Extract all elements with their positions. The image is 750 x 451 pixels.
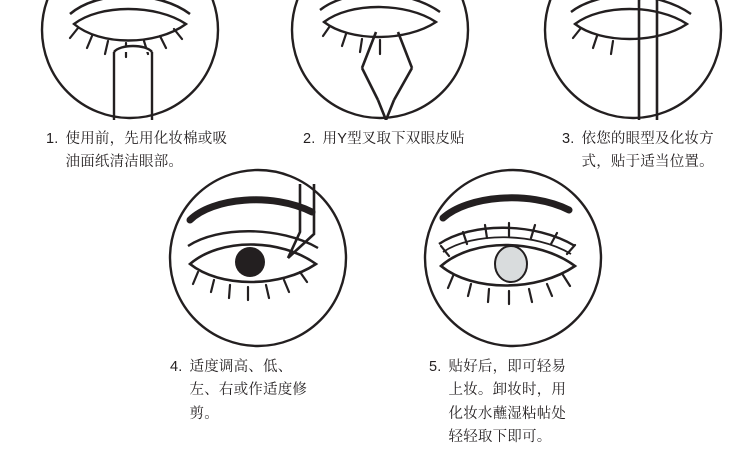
y-fork-picking-strip-icon [290, 0, 470, 120]
step-2-number: 2. [303, 131, 316, 147]
step-5-number: 5. [429, 359, 442, 375]
step-4-caption [170, 356, 308, 426]
step-4 [150, 168, 365, 426]
step-3 [530, 0, 735, 175]
step-4-text: 适度调高、低、左、右或作适度修剪。 [189, 359, 308, 422]
step-2-caption [303, 128, 485, 151]
step-5 [405, 168, 620, 450]
step-2-text: 用Y型叉取下双眼皮贴 [322, 131, 465, 147]
finished-eye-makeup-icon [423, 168, 603, 348]
step-1 [22, 0, 237, 175]
step-4-number: 4. [170, 359, 183, 375]
adjusting-strip-position-icon [168, 168, 348, 348]
step-3-number: 3. [562, 131, 575, 147]
applying-strip-to-eyelid-icon [543, 0, 723, 120]
step-3-text: 依您的眼型及化妆方式，贴于适当位置。 [581, 131, 714, 171]
step-2 [275, 0, 485, 151]
step-5-text: 贴好后，即可轻易上妆。卸妆时，用化妆水蘸湿粘帖处轻轻取下即可。 [448, 359, 567, 446]
step-1-number: 1. [46, 131, 59, 147]
step-5-caption [429, 356, 579, 450]
eye-cleaning-with-cotton-icon [40, 0, 220, 120]
step-1-text: 使用前，先用化妆棉或吸油面纸清洁眼部。 [65, 131, 228, 171]
